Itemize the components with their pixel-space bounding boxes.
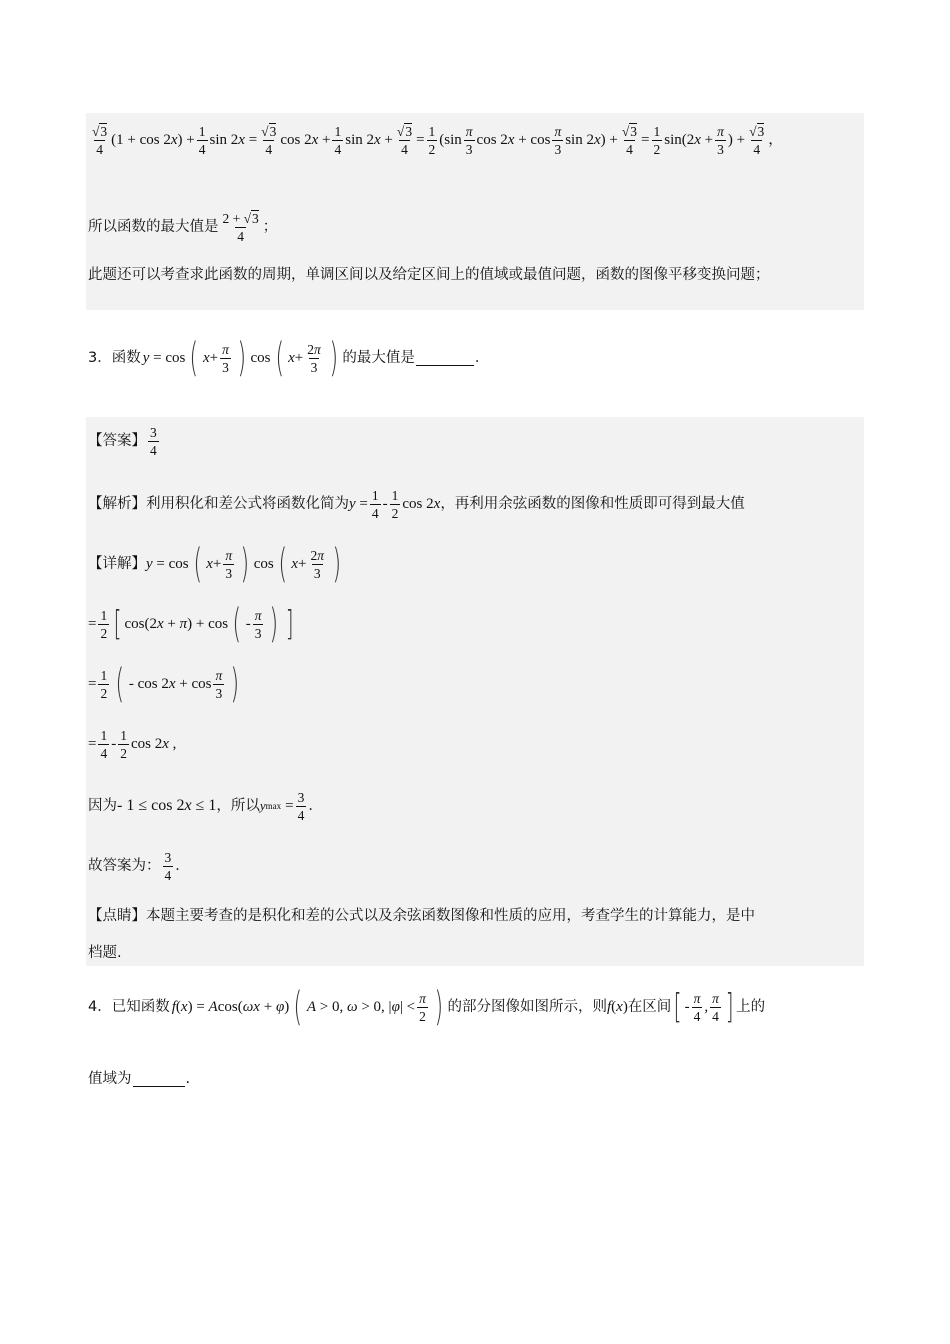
q4-lead: 已知函数 bbox=[111, 999, 170, 1015]
q3-answer-pre: 故答案为： bbox=[88, 858, 161, 874]
q3-comment-line-2 bbox=[88, 942, 864, 964]
intro-remark-text: 此题还可以考查求此函数的周期，单调区间以及给定区间上的值域或最值问题，函数的图像平移变换问题； bbox=[88, 267, 770, 283]
q3-because-pre: 因为 bbox=[88, 798, 117, 814]
q3-answer-blank bbox=[416, 351, 474, 366]
q3-detail-line-2: = $\frac{1}{2}$ [ cos(2x + π) + cos ( - $\frac{\pi}{3}$ ) ] bbox=[88, 601, 294, 647]
q3-tail: 的最大值是 bbox=[342, 350, 415, 366]
q3-answer-end: ． bbox=[175, 858, 190, 874]
q3-comment-text: 本题主要考查的是积化和差的公式以及余弦函数图像和性质的应用，考查学生的计算能力，是中 bbox=[146, 908, 755, 924]
q3-detail-line-1: 【详解】 y = cos ( x + $\frac{\pi}{3}$ ) cos ( x + $\frac{2\pi}{3}$ ) bbox=[88, 541, 342, 587]
q3-detail-label: 【详解】 bbox=[88, 556, 146, 572]
q3-question: 3． 函数 y = cos ( x + $\frac{\pi}{3}$ ) cos ( x + $\frac{2\pi}{3}$ ) 的最大值是 ． bbox=[88, 335, 490, 381]
intro-max-line: 所以函数的最大值是 $\frac{2 + √3}{4}$ ； bbox=[88, 210, 278, 244]
q3-analysis-label: 【解析】 bbox=[88, 496, 146, 512]
q3-analysis-pre: 利用积化和差公式将函数化简为 bbox=[146, 496, 349, 512]
q3-because-line: 因为 - 1 ≤ cos 2x ≤ 1 ，所以 y max = $\frac{3}{4}$ ． bbox=[88, 789, 323, 823]
q3-detail-line-4: = $\frac{1}{4}$ - $\frac{1}{2}$ cos 2x , bbox=[88, 727, 177, 761]
intro-formula-comma: ， bbox=[768, 132, 783, 148]
q4-end: . bbox=[185, 1071, 191, 1087]
q3-detail-line-3: = $\frac{1}{2}$ ( - cos 2x + cos $\frac{\pi}{3}$ ) bbox=[88, 661, 240, 707]
q4-mid: 的部分图像如图所示，则 bbox=[447, 999, 607, 1015]
intro-formula: $\frac{√3}{4}$ (1 + cos 2x) + $\frac{1}{4}$ sin 2x = $\frac{√3}{4}$ cos 2x + $\frac{1}{4}$ sin 2x + $\frac{√3}{4}$ = $\frac{1}{2}$ (sin $\frac{\pi}{3}$ cos 2x + cos $\frac{\pi}{3}$ sin 2x) + $\frac{√3}{4}$ = $\frac{1}{2}$ sin(2x + $\frac{\pi}{3}$ ) + $\frac{√3}{4}$ ， bbox=[92, 123, 783, 157]
q3-because-mid: ，所以 bbox=[216, 798, 260, 814]
q4-answer-blank bbox=[133, 1072, 185, 1087]
q3-comment-text-2: 档题. bbox=[88, 945, 122, 961]
q3-because-end: ． bbox=[308, 798, 323, 814]
q4-tail: 上的 bbox=[736, 999, 766, 1015]
intro-remark bbox=[88, 264, 864, 286]
q4-number: 4． bbox=[88, 999, 112, 1015]
q3-answer-is-line: 故答案为： $\frac{3}{4}$ ． bbox=[88, 849, 190, 883]
q3-number: 3． bbox=[88, 350, 112, 366]
q4-question: 4． 已知函数 f(x) = Acos(ωx + φ) ( A > 0, ω > 0, |φ| < $\frac{\pi}{2}$ ) 的部分图像如图所示，则 f(x) 在区间 [ - $\frac{\pi}{4}$ , $\frac{\pi}{4}$ ] 上的 bbox=[88, 984, 766, 1030]
q4-line-2 bbox=[88, 1068, 864, 1090]
q3-answer-label: 【答案】 bbox=[88, 433, 146, 449]
q3-comment-label: 【点睛】 bbox=[88, 908, 146, 924]
q3-answer-line: 【答案】 $\frac{3}{4}$ bbox=[88, 424, 157, 458]
q3-lead: 函数 bbox=[111, 350, 141, 366]
q4-line2-text: 值域为 bbox=[88, 1071, 132, 1087]
q3-end: ． bbox=[474, 350, 490, 366]
q3-analysis-post: ，再利用余弦函数的图像和性质即可得到最大值 bbox=[440, 496, 745, 512]
intro-max-suffix: ； bbox=[262, 219, 278, 235]
q4-mid2: 在区间 bbox=[627, 999, 672, 1015]
q3-comment-line-1 bbox=[88, 905, 864, 927]
q3-analysis-line: 【解析】 利用积化和差公式将函数化简为 y = $\frac{1}{4}$ - $\frac{1}{2}$ cos 2x ，再利用余弦函数的图像和性质即可得到最大值 bbox=[88, 487, 745, 521]
intro-max-prefix: 所以函数的最大值是 bbox=[88, 219, 219, 235]
